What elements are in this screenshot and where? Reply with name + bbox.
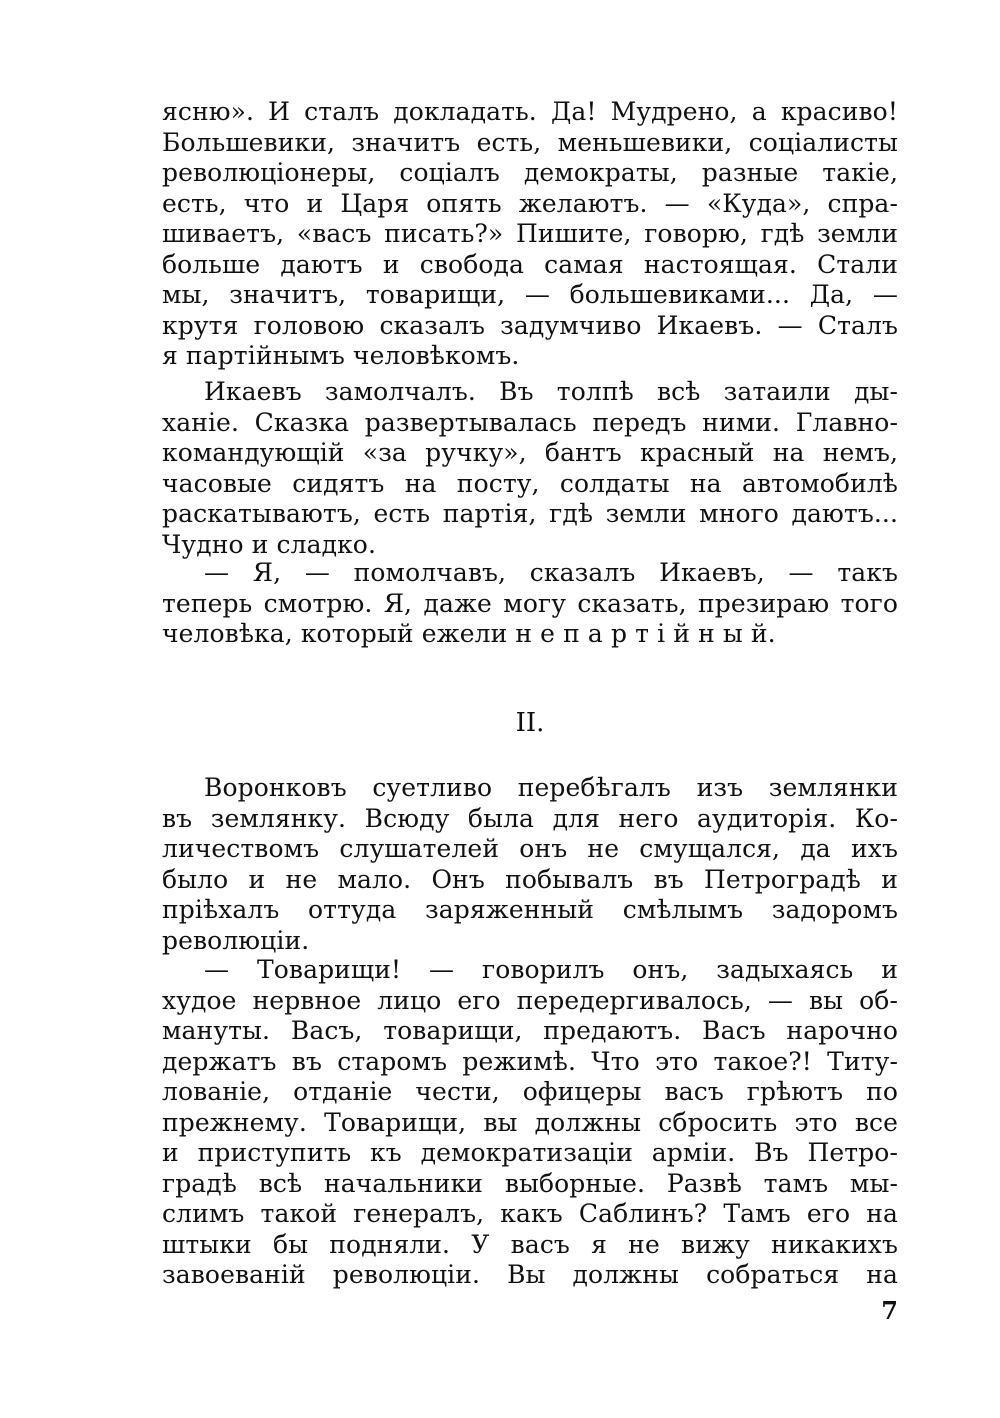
text-line: теперь смотрю. Я, даже могу сказать, презираю того <box>162 588 898 618</box>
text-line: мы, значитъ, товарищи, — большевиками... Да, — <box>162 280 898 309</box>
text-line: ханіе. Сказка развертывалась передъ ними. Главно- <box>162 407 898 437</box>
text-line: худое нервное лицо его передергивалось, — вы об- <box>162 985 898 1015</box>
text-line: человѣка, который ежели н е п а р т і й н ы й. <box>162 619 776 648</box>
text-line: штыки бы подняли. У васъ я не вижу никакихъ <box>162 1229 898 1259</box>
text-line: — Я, — помолчавъ, сказалъ Икаевъ, — такъ <box>204 558 898 587</box>
chapter-heading: II. <box>515 708 545 738</box>
paragraph-2 <box>162 377 898 560</box>
text-line: завоеваній революціи. Вы должны собраться на <box>162 1260 898 1289</box>
text-line: прежнему. Товарищи, вы должны сбросить это все <box>162 1107 898 1137</box>
text-line: было и не мало. Онъ побывалъ въ Петроградѣ и <box>162 864 898 894</box>
paragraph-5 <box>162 955 898 1291</box>
text-line: Воронковъ суетливо перебѣгалъ изъ землянки <box>204 773 898 802</box>
text-line: крутя головою сказалъ задумчиво Икаевъ. — Сталъ <box>162 310 898 340</box>
text-line: революціонеры, соціалъ демократы, разные такіе, <box>162 158 898 187</box>
text-line: лованіе, отданіе чести, офицеры васъ грѣютъ по <box>162 1077 898 1106</box>
text-line: Чудно и сладко. <box>162 529 376 559</box>
text-line: шиваетъ, «васъ писать?» Пишите, говорю, гдѣ земли <box>162 219 898 248</box>
text-line: держатъ въ старомъ режимѣ. Что это такое?! Титу- <box>162 1046 898 1076</box>
text-line: Икаевъ замолчалъ. Въ толпѣ всѣ затаили ды- <box>204 377 898 406</box>
paragraph-1 <box>162 97 898 372</box>
page-number: 7 <box>881 1296 898 1325</box>
text-line: Большевики, значитъ есть, меньшевики, соціалисты <box>162 127 898 157</box>
text-line: больше даютъ и свобода самая настоящая. Стали <box>162 249 898 279</box>
text-line: я партійнымъ человѣкомъ. <box>162 341 520 370</box>
text-line: слимъ такой генералъ, какъ Саблинъ? Тамъ его на <box>162 1199 898 1228</box>
text-line: пріѣхалъ оттуда заряженный смѣлымъ задоромъ <box>162 895 898 924</box>
text-line: личествомъ слушателей онъ не смущался, да ихъ <box>162 834 898 863</box>
text-line: градѣ всѣ начальники выборные. Развѣ тамъ мы- <box>162 1168 898 1198</box>
text-line: — Товарищи! — говорилъ онъ, задыхаясь и <box>204 955 898 984</box>
paragraph-3 <box>162 558 898 650</box>
text-line: раскатываютъ, есть партія, гдѣ земли много даютъ... <box>162 499 898 528</box>
text-line: есть, что и Царя опять желаютъ. — «Куда», спра- <box>162 188 898 218</box>
text-line: ясню». И сталъ докладать. Да! Мудрено, а красиво! <box>162 97 898 126</box>
text-line: мануты. Васъ, товарищи, предаютъ. Васъ нарочно <box>162 1016 898 1045</box>
text-line: часовые сидятъ на посту, солдаты на автомобилѣ <box>162 468 898 498</box>
text-line: въ землянку. Всюду была для него аудиторія. Ко- <box>162 803 898 833</box>
text-line: и приступить къ демократизаціи арміи. Въ Петро- <box>162 1138 898 1167</box>
text-line: революціи. <box>162 925 310 955</box>
paragraph-4 <box>162 773 898 956</box>
text-line: командующій «за ручку», бантъ красный на немъ, <box>162 438 898 467</box>
